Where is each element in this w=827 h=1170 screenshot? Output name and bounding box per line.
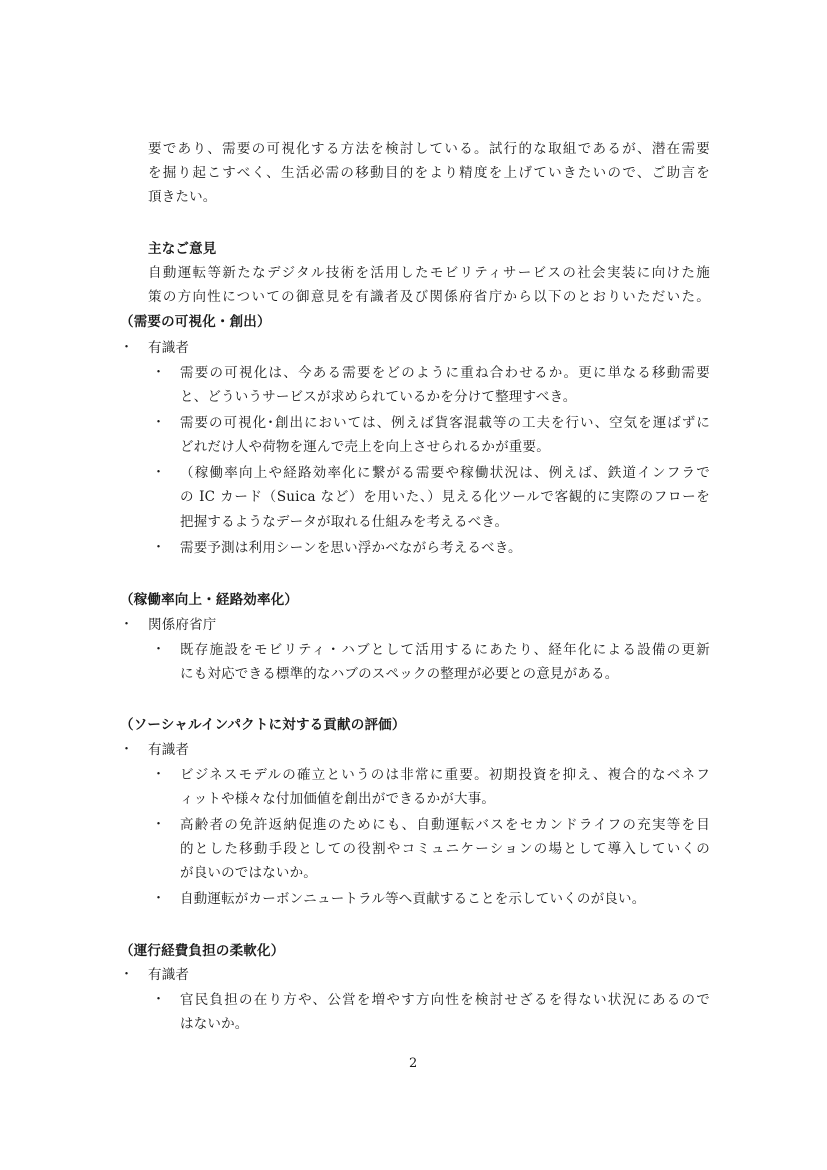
item-line: 官民負担の在り方や、公営を増やす方向性を検討せざるを得ない状況にあるので — [180, 992, 710, 1008]
sub-bullet-marker: ・ — [152, 817, 166, 832]
intro-line-3: 頂きたい。 — [148, 189, 217, 205]
item-line: 的とした移動手段としての役割やコミュニケーションの場として導入していくの — [180, 841, 710, 857]
item-line: 需要予測は利用シーンを思い浮かべながら考えるべき。 — [180, 540, 522, 556]
page-number: 2 — [409, 1056, 418, 1071]
sub-bullet-marker: ・ — [152, 465, 166, 480]
bullet-marker: ・ — [120, 967, 134, 982]
item-line: どれだけ人や荷物を運んで売上を向上させられるかが重要。 — [180, 439, 550, 455]
intro-line-2: を掘り起こすべく、生活必需の移動目的をより精度を上げていきたいので、ご助言を — [148, 165, 710, 181]
item-line: 把握するようなデータが取れる仕組みを考えるべき。 — [180, 514, 509, 530]
bullet-marker: ・ — [120, 617, 134, 632]
sub-bullet-marker: ・ — [152, 767, 166, 782]
item-line: と、どういうサービスが求められているかを分けて整理すべき。 — [180, 389, 577, 405]
bullet-marker: ・ — [120, 340, 134, 355]
opinions-heading: 主なご意見 — [148, 241, 217, 257]
section-title-cost-sharing: （運行経費負担の柔軟化） — [120, 943, 285, 959]
item-line: ィットや様々な付加価値を創出ができるかが大事。 — [180, 791, 496, 807]
item-line: （稼働率向上や経路効率化に繋がる需要や稼働状況は、例えば、鉄道インフラで — [180, 465, 710, 481]
intro-line-1: 要であり、需要の可視化する方法を検討している。試行的な取組であるが、潜在需要 — [148, 141, 710, 157]
item-line: が良いのではないか。 — [180, 865, 317, 881]
section-title-demand: （需要の可視化・創出） — [120, 314, 271, 330]
item-line: の IC カード（Suica など）を用いた、）見える化ツールで客観的に実際のフローを — [180, 489, 710, 505]
item-line: 需要の可視化･創出においては、例えば貨客混載等の工夫を行い、空気を運ばずに — [180, 415, 710, 431]
opinions-line-2: 策の方向性についての御意見を有識者及び関係府省庁から以下のとおりいただいた。 — [148, 289, 710, 305]
item-line: 既存施設をモビリティ・ハブとして活用するにあたり、経年化による設備の更新 — [180, 642, 710, 658]
item-line: ビジネスモデルの確立というのは非常に重要。初期投資を抑え、複合的なベネフ — [180, 767, 710, 783]
sub-bullet-marker: ・ — [152, 891, 166, 906]
group-label: 有識者 — [148, 340, 190, 356]
item-line: にも対応できる標準的なハブのスペックの整理が必要との意見がある。 — [180, 666, 619, 682]
group-label: 有識者 — [148, 742, 190, 758]
section-title-social-impact: （ソーシャルインパクトに対する貢献の評価） — [120, 717, 406, 733]
bullet-marker: ・ — [120, 742, 134, 757]
sub-bullet-marker: ・ — [152, 365, 166, 380]
group-label: 有識者 — [148, 967, 190, 983]
opinions-line-1: 自動運転等新たなデジタル技術を活用したモビリティサービスの社会実装に向けた施 — [148, 265, 710, 281]
item-line: はないか。 — [180, 1016, 249, 1032]
section-title-utilization: （稼働率向上・経路効率化） — [120, 592, 299, 608]
item-line: 自動運転がカーボンニュートラル等へ貢献することを示していくのが良い。 — [180, 891, 646, 907]
sub-bullet-marker: ・ — [152, 992, 166, 1007]
group-label: 関係府省庁 — [148, 617, 217, 633]
item-line: 高齢者の免許返納促進のためにも、自動運転バスをセカンドライフの充実等を目 — [180, 817, 710, 833]
sub-bullet-marker: ・ — [152, 540, 166, 555]
sub-bullet-marker: ・ — [152, 415, 166, 430]
item-line: 需要の可視化は、今ある需要をどのように重ね合わせるか。更に単なる移動需要 — [180, 365, 710, 381]
sub-bullet-marker: ・ — [152, 642, 166, 657]
